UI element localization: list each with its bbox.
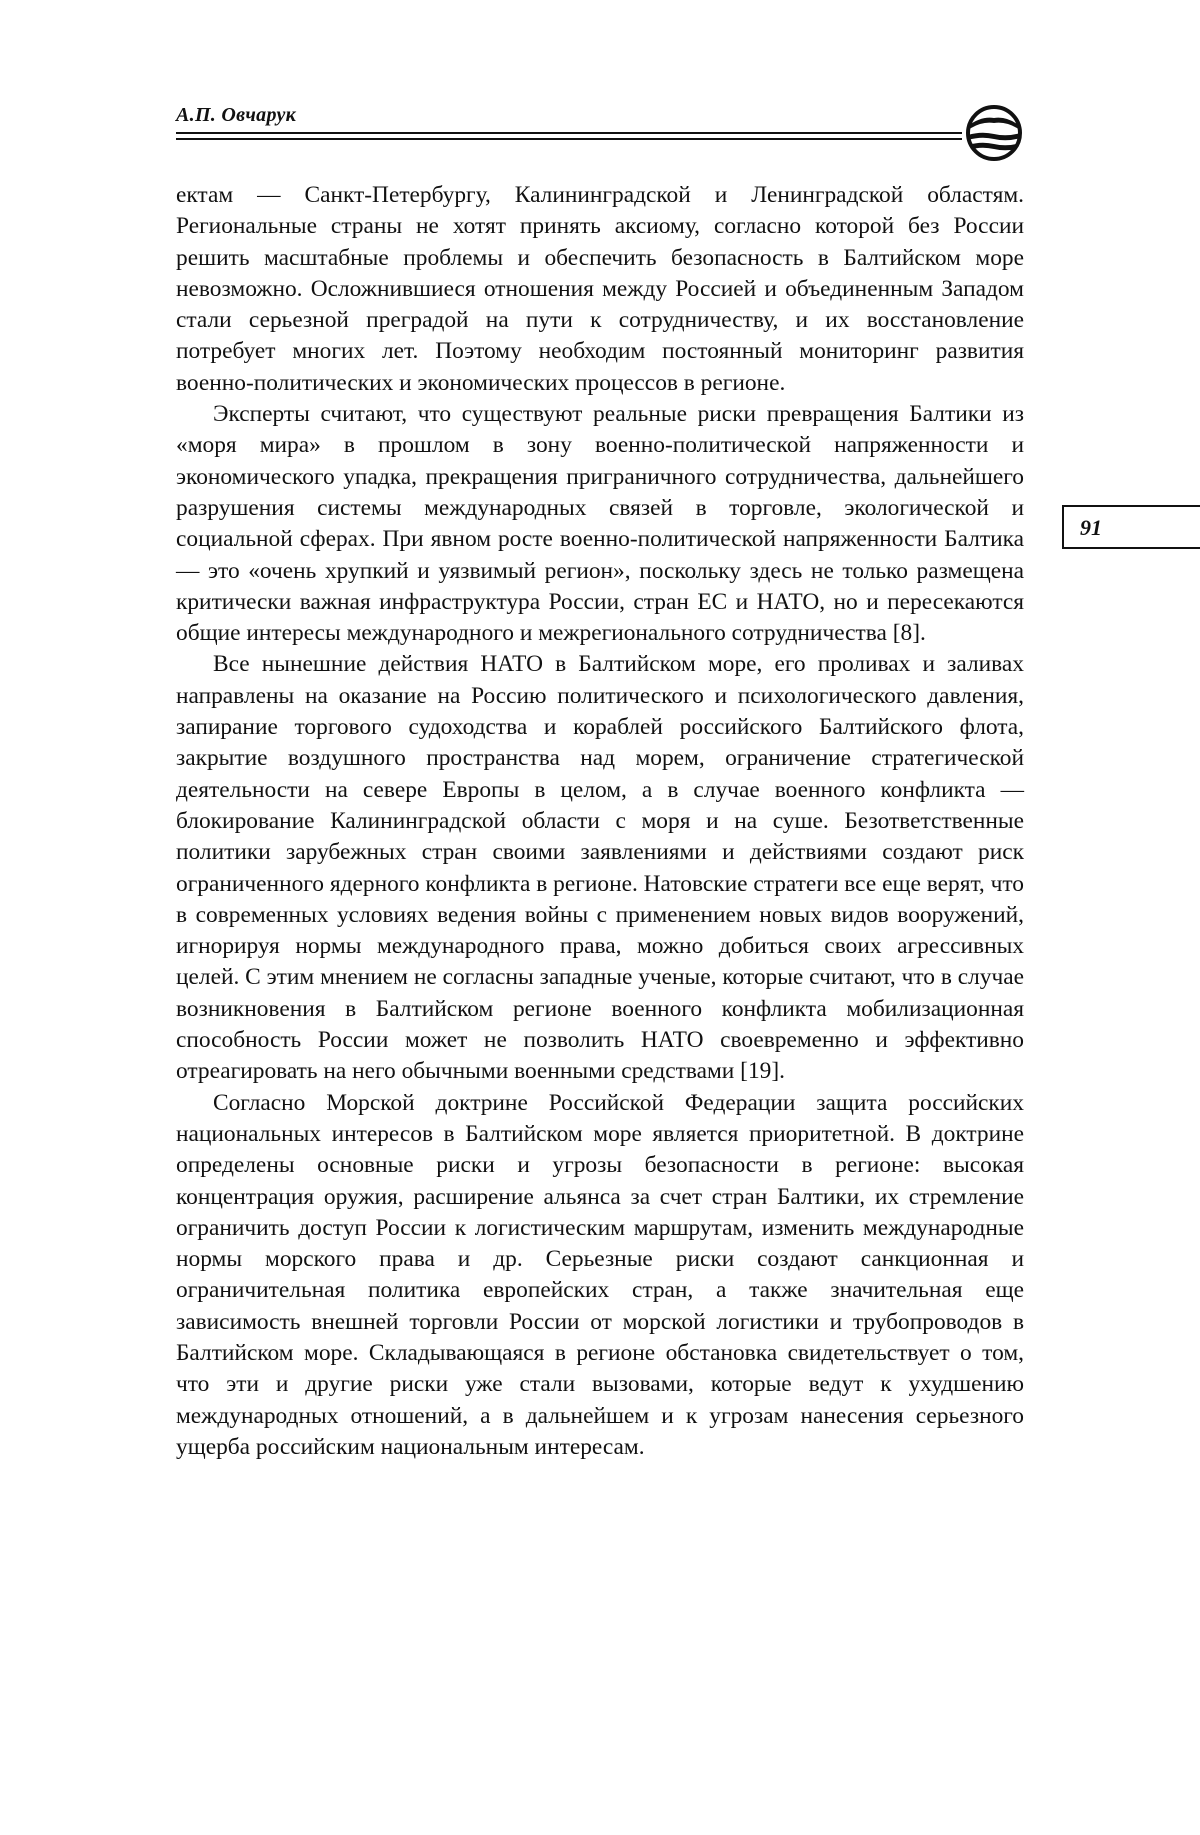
header-rule-top [176,132,962,134]
body-text [176,180,1024,1463]
running-header-author: А.П. Овчарук [176,104,297,126]
page-number: 91 [1080,515,1102,540]
page-number-box [1062,505,1200,549]
paragraph-2: Эксперты считают, что существуют реальные риски превращения Балтики из «моря мира» в прошлом в зону военно-политической напряженности и экономического упадка, прекращения приграничного сотрудничества, дальнейшего разрушения системы международных связей в торговле, экологической и социальной сферах. При явном росте военно-политической напряженности Балтика — это «очень хрупкий и уязвимый регион», поскольку здесь не только размещена критически важная инфраструктура России, стран ЕС и НАТО, но и пересекаются общие интересы международного и межрегионального сотрудничества [8]. [176,401,1024,647]
paragraph-1: ектам — Санкт-Петербургу, Калининградской и Ленинградской областям. Региональные страны не хотят принять аксиому, согласно которой без России решить масштабные проблемы и обеспечить безопасность в Балтийском море невозможно. Осложнившиеся отношения между Россией и объединенным Западом стали серьезной преградой на пути к сотрудничеству, и их восстановление потребует многих лет. Поэтому необходим постоянный мониторинг развития военно-политических и экономических процессов в регионе. [176,182,1024,396]
publisher-logo-icon [963,104,1025,162]
paragraph-4: Согласно Морской доктрине Российской Федерации защита российских национальных интересов в Балтийском море является приоритетной. В доктрине определены основные риски и угрозы безопасности в регионе: высокая концентрация оружия, расширение альянса за счет стран Балтики, их стремление ограничить доступ России к логистическим маршрутам, изменить международные нормы морского права и др. Серьезные риски создают санкционная и ограничительная политика европейских стран, а также значительная еще зависимость внешней торговли России от морской логистики и трубопроводов в Балтийском море. Складывающаяся в регионе обстановка свидетельствует о том, что эти и другие риски уже стали вызовами, которые ведут к ухудшению международных отношений, а в дальнейшем и к угрозам нанесения серьезного ущерба российским национальным интересам. [176,1089,1024,1460]
header-rule-bottom [176,138,962,140]
paragraph-3: Все нынешние действия НАТО в Балтийском море, его проливах и заливах направлены на оказание на Россию политического и психологического давления, запирание торгового судоходства и кораблей российского Балтийского флота, закрытие воздушного пространства над морем, ограничение стратегической деятельности на севере Европы в целом, а в случае военного конфликта — блокирование Калининградской области с моря и на суше. Безответственные политики зарубежных стран своими заявлениями и действиями создают риск ограниченного ядерного конфликта в регионе. Натовские стратеги все еще верят, что в современных условиях ведения войны с применением новых видов вооружений, игнорируя нормы международного права, можно добиться своих агрессивных целей. С этим мнением не согласны западные ученые, которые считают, что в случае возникновения в Балтийском регионе военного конфликта мобилизационная способность России может не позволить НАТО своевременно и эффективно отреагировать на него обычными военными средствами [19]. [176,651,1024,1085]
